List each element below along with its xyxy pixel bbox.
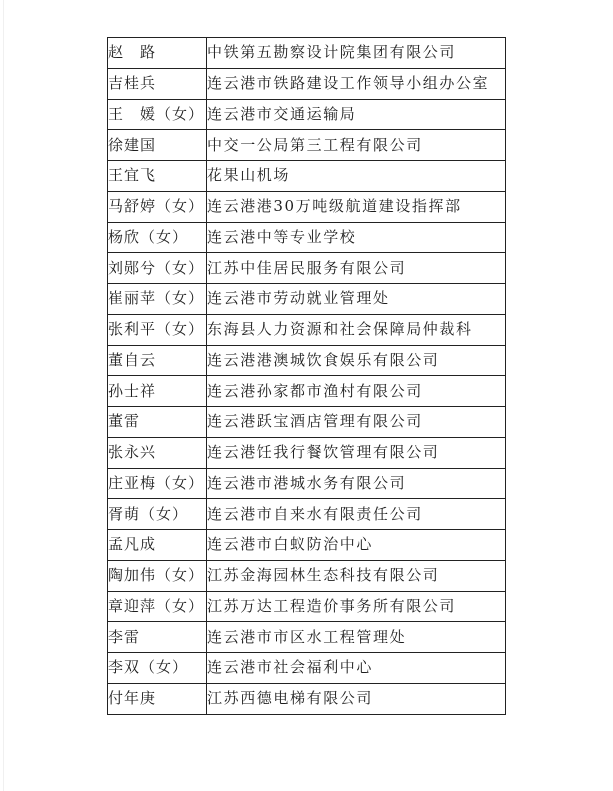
table-row xyxy=(108,38,506,69)
table-body xyxy=(108,38,506,715)
person-name: 张利平（女） xyxy=(108,314,207,345)
person-name: 李双（女） xyxy=(108,653,207,684)
table-row xyxy=(108,130,506,161)
organization: 中交一公局第三工程有限公司 xyxy=(207,130,506,161)
person-name: 徐建国 xyxy=(108,130,207,161)
person-name: 孙士祥 xyxy=(108,376,207,407)
organization: 连云港市港城水务有限公司 xyxy=(207,468,506,499)
table-row xyxy=(108,376,506,407)
table-row xyxy=(108,437,506,468)
person-name: 崔丽苹（女） xyxy=(108,284,207,315)
table-row xyxy=(108,530,506,561)
organization: 江苏万达工程造价事务所有限公司 xyxy=(207,591,506,622)
table-row xyxy=(108,314,506,345)
organization: 江苏金海园林生态科技有限公司 xyxy=(207,560,506,591)
table-row xyxy=(108,653,506,684)
person-name: 赵 路 xyxy=(108,38,207,69)
table-row xyxy=(108,284,506,315)
table-row xyxy=(108,68,506,99)
organization: 连云港市自来水有限责任公司 xyxy=(207,499,506,530)
organization: 连云港孙家都市渔村有限公司 xyxy=(207,376,506,407)
table-row xyxy=(108,622,506,653)
table-row xyxy=(108,222,506,253)
organization: 连云港市铁路建设工作领导小组办公室 xyxy=(207,68,506,99)
person-name: 吉桂兵 xyxy=(108,68,207,99)
table-row xyxy=(108,253,506,284)
table-row xyxy=(108,468,506,499)
organization: 连云港市白蚁防治中心 xyxy=(207,530,506,561)
table-row xyxy=(108,161,506,192)
person-name: 董雷 xyxy=(108,407,207,438)
person-name: 陶加伟（女） xyxy=(108,560,207,591)
table-row xyxy=(108,560,506,591)
organization: 江苏西德电梯有限公司 xyxy=(207,683,506,714)
person-name: 马舒婷（女） xyxy=(108,191,207,222)
person-name: 王 媛（女） xyxy=(108,99,207,130)
person-name: 庄亚梅（女） xyxy=(108,468,207,499)
organization: 连云港港澳城饮食娱乐有限公司 xyxy=(207,345,506,376)
organization: 连云港饪我行餐饮管理有限公司 xyxy=(207,437,506,468)
person-name: 孟凡成 xyxy=(108,530,207,561)
table-row xyxy=(108,407,506,438)
person-name: 刘郧兮（女） xyxy=(108,253,207,284)
person-name: 付年庚 xyxy=(108,683,207,714)
name-list-table xyxy=(107,37,506,715)
person-name: 胥萌（女） xyxy=(108,499,207,530)
person-name: 张永兴 xyxy=(108,437,207,468)
organization: 连云港中等专业学校 xyxy=(207,222,506,253)
table-row xyxy=(108,499,506,530)
organization: 连云港市劳动就业管理处 xyxy=(207,284,506,315)
organization: 连云港港30万吨级航道建设指挥部 xyxy=(207,191,506,222)
organization: 连云港市市区水工程管理处 xyxy=(207,622,506,653)
organization: 连云港市社会福利中心 xyxy=(207,653,506,684)
table-row xyxy=(108,99,506,130)
organization: 花果山机场 xyxy=(207,161,506,192)
person-name: 杨欣（女） xyxy=(108,222,207,253)
scan-edge xyxy=(3,0,4,791)
person-name: 董自云 xyxy=(108,345,207,376)
organization: 江苏中佳居民服务有限公司 xyxy=(207,253,506,284)
organization: 中铁第五勘察设计院集团有限公司 xyxy=(207,38,506,69)
table-row xyxy=(108,683,506,714)
organization: 东海县人力资源和社会保障局仲裁科 xyxy=(207,314,506,345)
organization: 连云港跃宝酒店管理有限公司 xyxy=(207,407,506,438)
organization: 连云港市交通运输局 xyxy=(207,99,506,130)
person-name: 章迎萍（女） xyxy=(108,591,207,622)
table-row xyxy=(108,345,506,376)
person-name: 王宜飞 xyxy=(108,161,207,192)
table-row xyxy=(108,591,506,622)
person-name: 李雷 xyxy=(108,622,207,653)
table-row xyxy=(108,191,506,222)
